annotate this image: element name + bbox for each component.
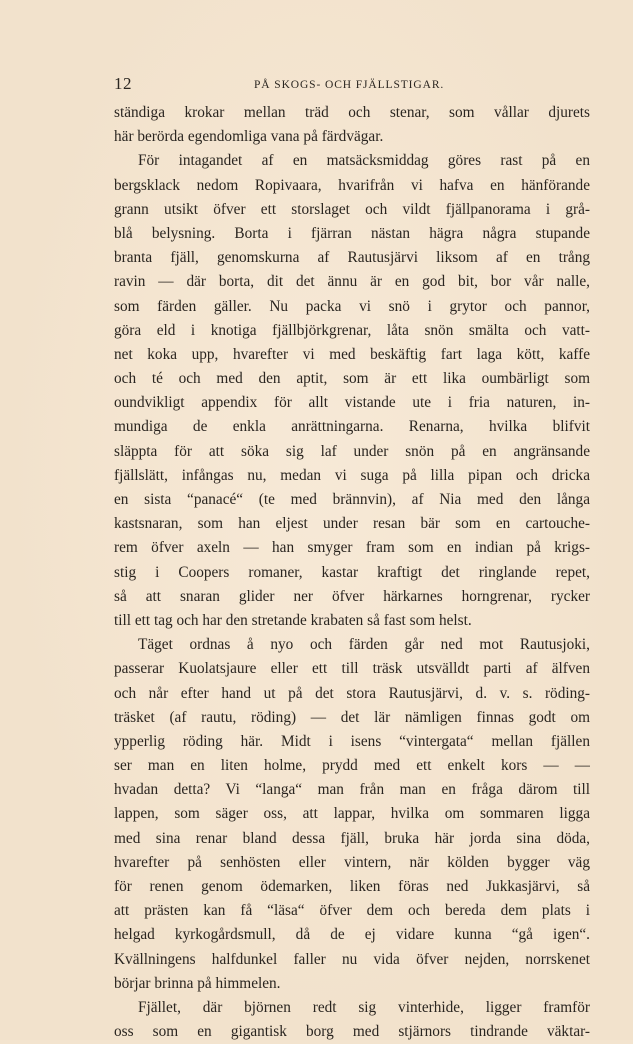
text-line: rem öfver axeln — han smyger fram som en indian på krigs-	[114, 539, 590, 557]
text-line: en sista “panacé“ (te med brännvin), af Nia med den långa	[114, 491, 590, 508]
text-line: Fjället, där björnen redt sig vinterhide, ligger framför	[138, 998, 590, 1016]
text-line: släppta för att söka sig laf under snön på en angränsande	[114, 442, 590, 460]
text-line: hvarefter på senhösten eller vintern, när kölden bygger väg	[114, 853, 590, 871]
text-line: branta fjäll, genomskurna af Rautusjärvi liksom af en trång	[114, 249, 590, 267]
text-line: blå belysning. Borta i fjärran nästan hägra några stupande	[114, 224, 590, 242]
text-line: oss som en gigantisk borg med stjärnors tindrande väktar-	[114, 1023, 590, 1041]
text-line: lappen, som säger oss, att lappar, hvilka om sommaren ligga	[114, 805, 590, 823]
text-line: och té och med den aptit, som är ett lika oumbärligt som	[114, 370, 590, 388]
text-line: För intagandet af en matsäcksmiddag göres rast på en	[138, 152, 590, 170]
text-line: ypperlig röding här. Midt i isens “vintergata“ mellan fjällen	[114, 732, 590, 750]
text-line: bergsklack nedom Ropivaara, hvarifrån vi hafva en hänförande	[114, 176, 590, 194]
text-line: för renen genom ödemarken, liken föras ned Jukkasjärvi, så	[114, 878, 590, 895]
text-line: så att snaran glider ner öfver härkarnes horngrenar, rycker	[114, 587, 590, 605]
text-line: här berörda egendomliga vana på färdvägar.	[114, 128, 384, 146]
text-line: till ett tag och har den stretande krabaten så fast som helst.	[114, 611, 472, 629]
text-line: ständiga krokar mellan träd och stenar, som vållar djurets	[114, 104, 590, 121]
text-line: ravin — där borta, dit det ännu är en god bit, bor vår nalle,	[114, 273, 590, 291]
text-line: kastsnaran, som han eljest under resan bär som en cartouche-	[114, 515, 590, 533]
page-header	[114, 74, 534, 96]
text-line: att prästen kan få “läsa“ öfver dem och bereda dem plats i	[114, 902, 590, 920]
text-line: stig i Coopers romaner, kastar kraftigt det ringlande repet,	[114, 563, 590, 581]
text-line: Kvällningens halfdunkel faller nu vida öfver nejden, norrskenet	[114, 950, 590, 968]
body-text	[114, 101, 590, 1044]
text-line: börjar brinna på himmelen.	[114, 974, 281, 992]
text-line: Täget ordnas å nyo och färden går ned mot Rautusjoki,	[138, 636, 590, 654]
text-line: träsket (af rautu, röding) — det lär nämligen finnas godt om	[114, 708, 590, 726]
text-line: och når efter hand ut på det stora Rautusjärvi, d. v. s. röding-	[114, 684, 590, 702]
text-line: hvadan detta? Vi “langa“ man från man en fråga därom till	[114, 781, 590, 799]
text-line: oundvikligt appendix för allt vistande ute i fria naturen, in-	[114, 394, 590, 412]
text-line: göra eld i knotiga fjällbjörkgrenar, låta snön smälta och vatt-	[114, 321, 590, 339]
running-title: PÅ SKOGS- OCH FJÄLLSTIGAR.	[254, 79, 445, 91]
text-line: som färden gäller. Nu packa vi snö i grytor och pannor,	[114, 297, 590, 315]
text-line: helgad kyrkogårdsmull, då de ej vidare kunna “gå igen“.	[114, 926, 590, 944]
text-line: net koka upp, hvarefter vi med beskäftig fart laga kött, kaffe	[114, 345, 590, 363]
text-line: fjällslätt, infångas nu, medan vi suga på lilla pipan och dricka	[114, 466, 590, 484]
text-line: grann utsikt öfver ett storslaget och vildt fjällpanorama i grå-	[114, 200, 590, 218]
text-line: med sina renar bland dessa fjäll, bruka här jorda sina döda,	[114, 829, 590, 847]
text-line: mundiga de enkla anrättningarna. Renarna, hvilka blifvit	[114, 418, 590, 436]
text-line: passerar Kuolatsjaure eller ett till träsk utsvälldt parti af älfven	[114, 660, 590, 678]
page-number: 12	[114, 74, 132, 93]
text-line: ser man en liten holme, prydd med ett enkelt kors — —	[114, 757, 590, 775]
